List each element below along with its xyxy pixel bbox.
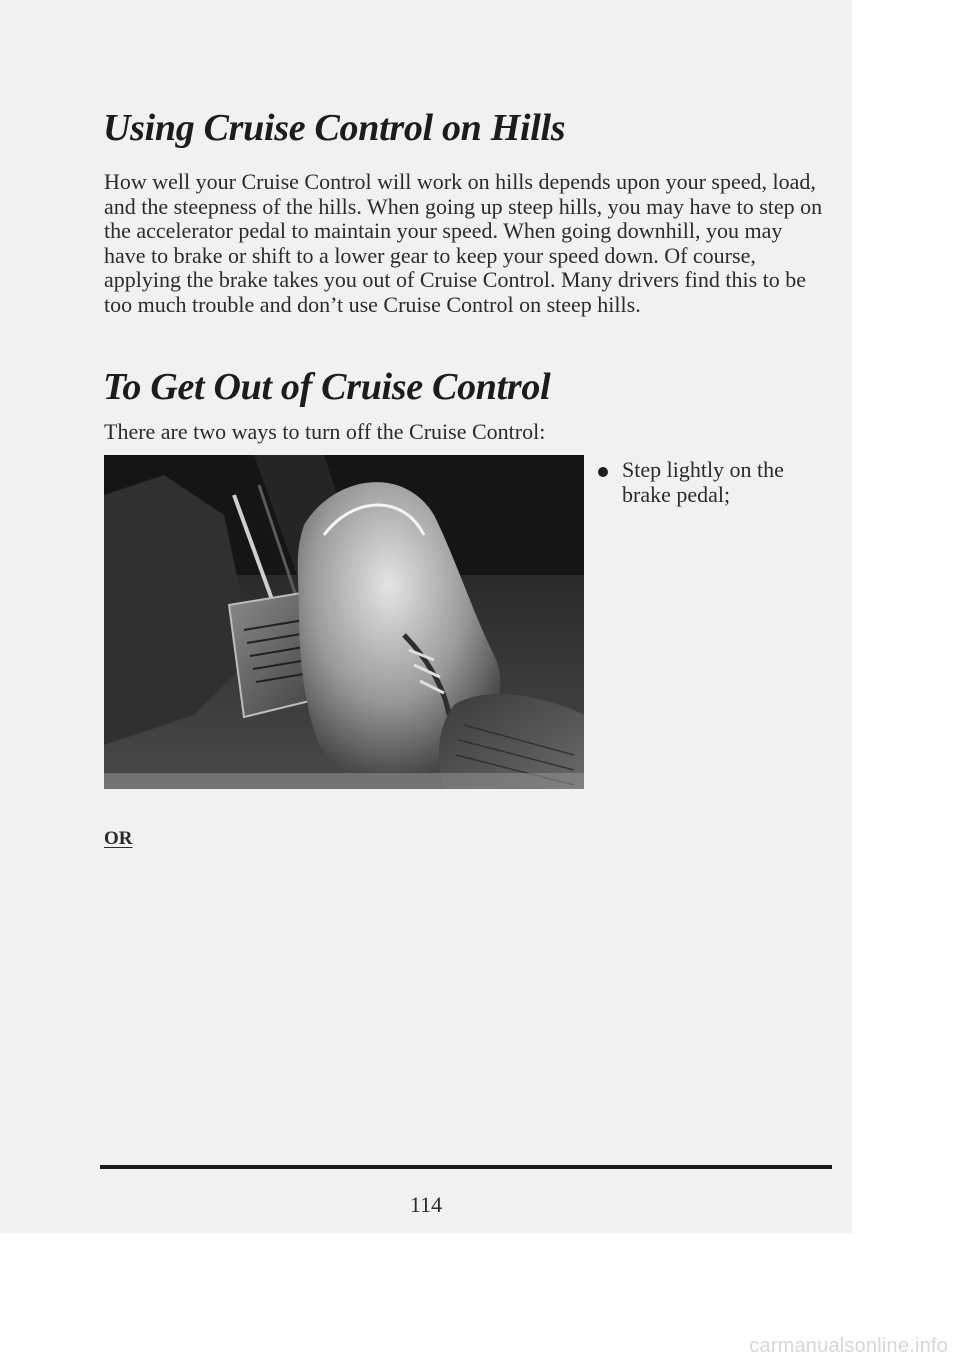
bullet-dot-icon	[598, 467, 608, 477]
get-out-intro: There are two ways to turn off the Cruise Control:	[104, 419, 546, 444]
hills-paragraph: How well your Cruise Control will work on hills depends upon your speed, load, and the steepness of the hills. When going up steep hills, you may have to step on the accelerator pedal to maintain your speed. When going downhill, you may have to brake or shift to a lower gear to keep your speed down. Of course, applying the brake takes you out of Cruise Control. Many drivers find this to be too much trouble and don’t use Cruise Control on steep hills.	[104, 169, 823, 317]
page-number: 114	[409, 1192, 443, 1217]
watermark-text: carmanualsonline.info	[749, 1335, 948, 1357]
section-heading-hills: Using Cruise Control on Hills	[103, 107, 566, 149]
section-heading-get-out: To Get Out of Cruise Control	[103, 366, 551, 408]
or-label: OR	[104, 828, 133, 849]
brake-pedal-photo	[104, 455, 584, 789]
footer-divider	[100, 1165, 832, 1169]
bullet-text: Step lightly on the brake pedal;	[622, 457, 784, 507]
